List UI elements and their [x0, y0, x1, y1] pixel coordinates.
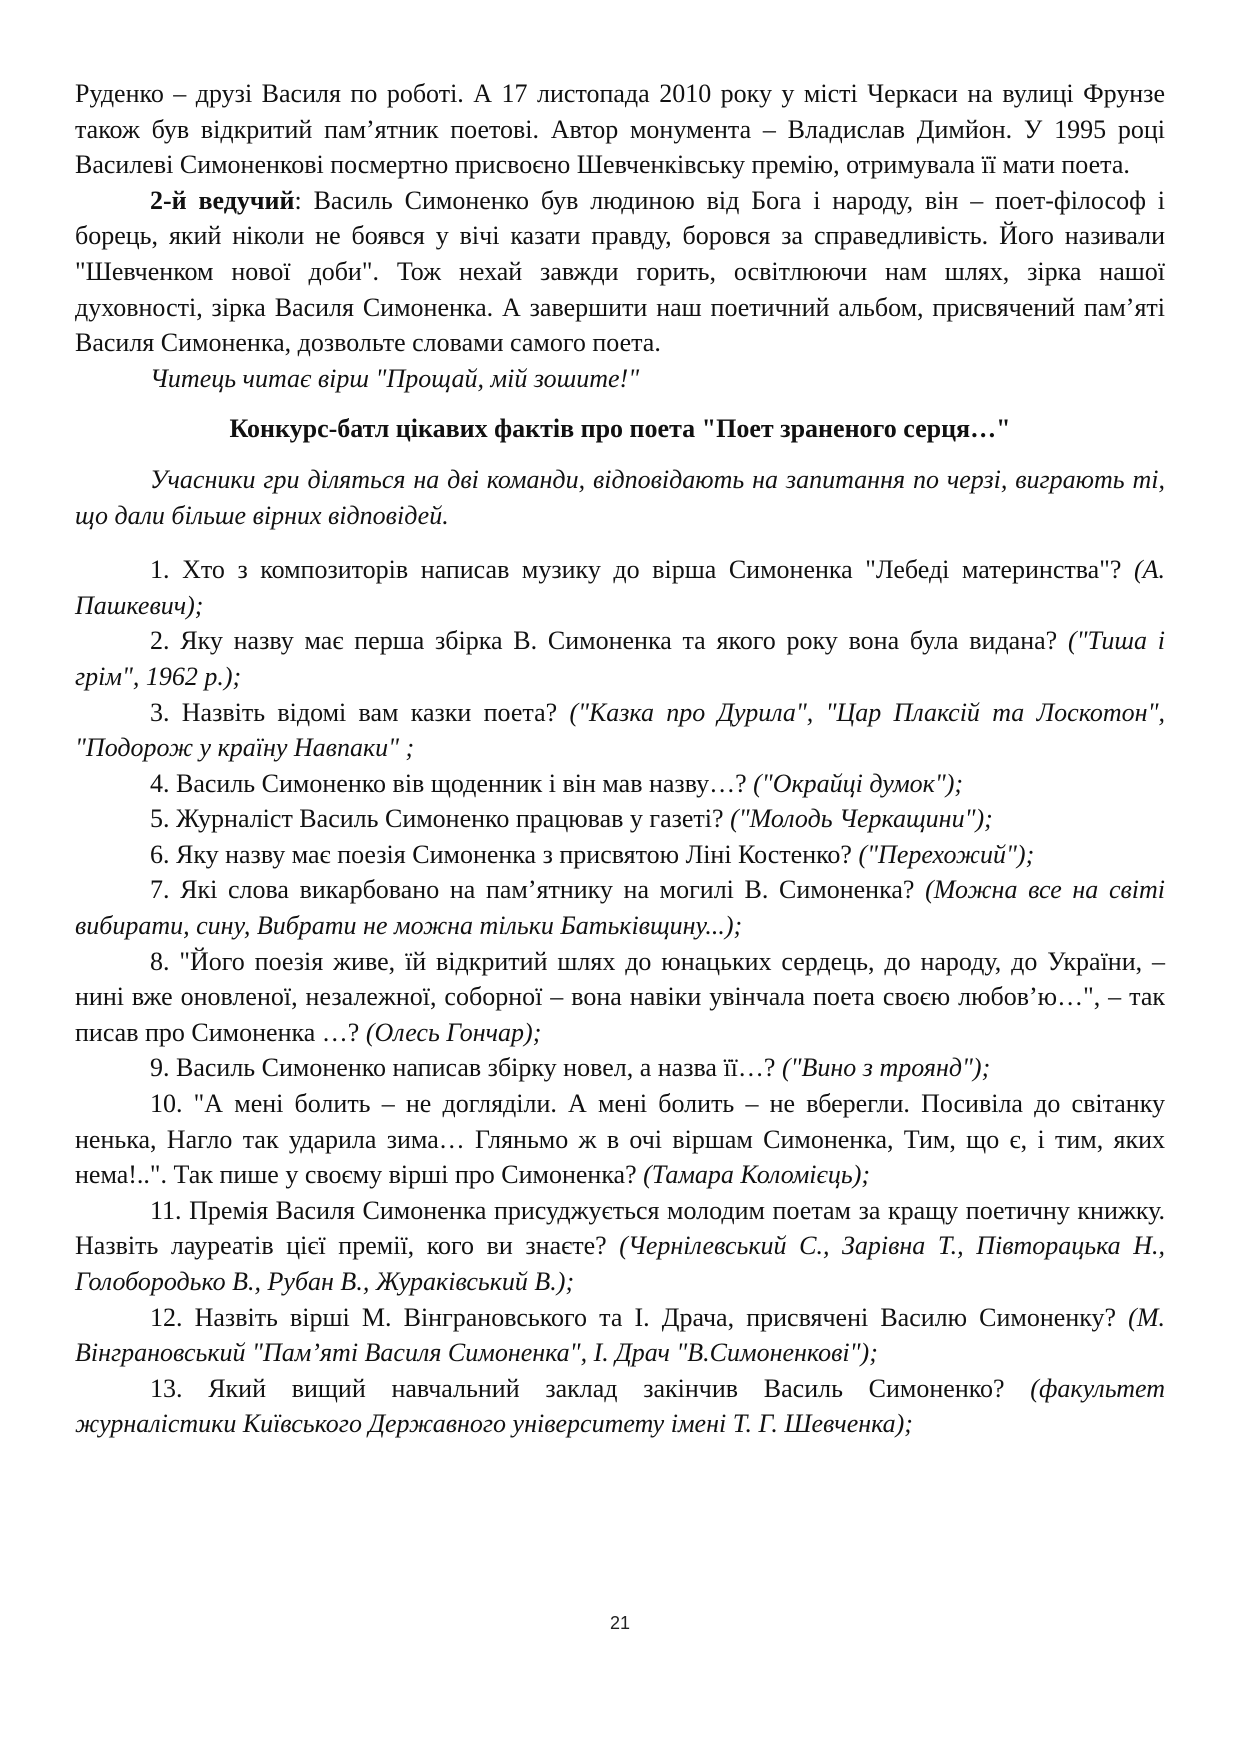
answer-text: (Чернілевський С., Зарівна Т., Півторацька Н., Голобородько В., Рубан В., Жураківський В.);: [75, 1231, 1166, 1296]
question-list: [75, 552, 1165, 1442]
answer-text: ("Казка про Дурила", "Цар Плаксій та Лоскотон", "Подорож у країну Навпаки" ;: [75, 697, 1165, 763]
question-item: [75, 1193, 1165, 1300]
answer-text: ("Вино з троянд");: [781, 1053, 991, 1083]
question-text: 12. Назвіть вірші М. Вінграновського та І. Драча, присвячені Василю Симоненку?: [150, 1302, 1129, 1332]
page-content: [75, 76, 1165, 1442]
stage-direction: Читець читає вірш "Прощай, мій зошите!": [150, 363, 640, 393]
question-text: 3. Назвіть відомі вам казки поета?: [150, 697, 570, 727]
question-item: [75, 801, 1165, 837]
answer-text: ("Перехожий");: [858, 839, 1035, 869]
question-text: 5. Журналіст Василь Симоненко працював у газеті?: [150, 804, 731, 834]
question-text: 9. Василь Симоненко написав збірку новел, а назва її…?: [150, 1053, 782, 1083]
question-item: [75, 944, 1165, 1051]
question-item: [75, 1086, 1165, 1193]
question-text: 13. Який вищий навчальний заклад закінчив Василь Симоненко?: [150, 1373, 1031, 1403]
answer-text: ("Окрайці думок");: [753, 768, 964, 798]
contest-instructions: Учасники гри діляться на дві команди, відповідають на запитання по черзі, виграють ті, що дали більше вірних відповідей.: [75, 464, 1165, 530]
answer-text: (А. Пашкевич);: [75, 555, 1165, 620]
question-item: [75, 623, 1165, 694]
question-text: 6. Яку назву має поезія Симоненка з присвятою Ліні Костенко?: [150, 839, 859, 869]
question-item: [75, 1050, 1165, 1086]
contest-heading: Конкурс-батл цікавих фактів про поета "Поет зраненого серця…": [229, 414, 1011, 444]
answer-text: ("Тиша і грім", 1962 р.);: [75, 626, 1165, 691]
speaker-text: : Василь Симоненко був людиною від Бога і народу, він – поет-філософ і борець, який ніколи не боявся у вічі казати правду, боровся за справедливість. Його називали "Шевченком нової доби". Тож нехай завжди горить, освітлюючи нам шлях, зірка нашої духовності, зірка Василя Симоненка. А завершити наш поетичний альбом, присвячений пам’яті Василя Симоненка, дозвольте словами самого поета.: [75, 185, 1166, 358]
question-text: 7. Які слова викарбовано на пам’ятнику на могилі В. Симоненка?: [150, 875, 926, 905]
speaker-label: 2-й ведучий: [150, 185, 295, 215]
question-text: 1. Хто з композиторів написав музику до вірша Симоненка "Лебеді материнства"?: [150, 555, 1134, 585]
question-text: 8. "Його поезія живе, їй відкритий шлях до юнацьких сердець, до народу, до України, – нині вже оновленої, незалежної, соборної – вона навіки увінчала поета своєю любов’ю…", – так писав про Симоненка …?: [75, 946, 1165, 1047]
question-item: [75, 837, 1165, 873]
intro-paragraph-1: Руденко – друзі Василя по роботі. А 17 листопада 2010 року у місті Черкаси на вулиці Фрунзе також був відкритий пам’ятник поетові. Автор монумента – Владислав Димйон. У 1995 році Василеві Симоненкові посмертно присвоєно Шевченківську премію, отримувала її мати поета.: [75, 79, 1165, 180]
answer-text: (М. Вінграновський "Пам’яті Василя Симоненка", І. Драч "В.Симоненкові");: [75, 1302, 1165, 1368]
answer-text: (Олесь Гончар);: [365, 1017, 542, 1047]
question-item: [75, 695, 1165, 766]
page-number: 21: [609, 1613, 631, 1633]
question-text: 4. Василь Симоненко вів щоденник і він мав назву…?: [150, 768, 754, 798]
question-item: [75, 552, 1165, 623]
question-text: 11. Премія Василя Симоненка присуджується молодим поетам за кращу поетичну книжку. Назвіть лауреатів цієї премії, кого ви знаєте?: [75, 1195, 1165, 1261]
question-item: [75, 1300, 1165, 1371]
answer-text: (Можна все на світі вибирати, сину, Вибрати не можна тільки Батьківщину...);: [75, 875, 1166, 941]
answer-text: ("Молодь Черкащини");: [730, 804, 993, 834]
question-text: 10. "А мені болить – не догляділи. А мені болить – не вберегли. Посивіла до світанку ненька, Нагло так ударила зима… Гляньмо ж в очі віршам Симоненка, Тим, що є, і тим, яких нема!..". Так пише у своєму вірші про Симоненка?: [75, 1089, 1165, 1190]
intro-paragraph-2: [75, 183, 1165, 361]
question-text: 2. Яку назву має перша збірка В. Симоненка та якого року вона була видана?: [150, 626, 1068, 656]
answer-text: (Тамара Коломієць);: [643, 1160, 871, 1190]
question-item: [75, 766, 1165, 802]
answer-text: (факультет журналістики Київського Державного університету імені Т. Г. Шевченка);: [75, 1373, 1165, 1439]
question-item: [75, 872, 1165, 943]
question-item: [75, 1371, 1165, 1442]
